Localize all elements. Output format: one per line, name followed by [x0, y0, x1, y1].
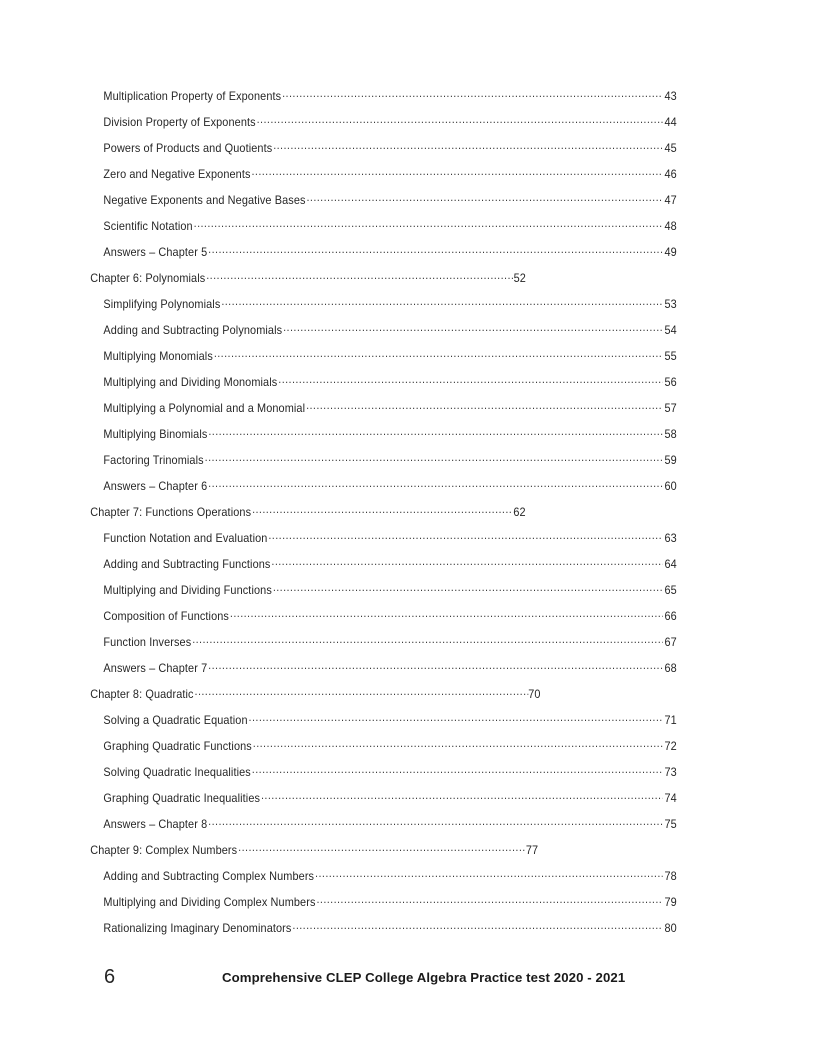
toc-dot-leader — [208, 816, 663, 828]
toc-entry-row[interactable] — [0, 426, 767, 452]
toc-entry-row[interactable] — [0, 88, 767, 114]
toc-entry-page-number: 62 — [513, 505, 526, 519]
toc-entry-row[interactable] — [0, 790, 767, 816]
toc-entry-page-number: 54 — [664, 323, 677, 337]
toc-entry-title: Multiplying a Polynomial and a Monomial — [103, 401, 306, 415]
toc-entry-row[interactable] — [0, 374, 767, 400]
toc-entry-page-number: 57 — [664, 401, 677, 415]
toc-entry-title: Answers – Chapter 7 — [103, 661, 208, 675]
toc-chapter-row[interactable] — [0, 686, 767, 712]
toc-entry-row[interactable] — [0, 764, 767, 790]
toc-entry-page-number: 64 — [664, 557, 677, 571]
toc-entry-page-number: 47 — [664, 193, 677, 207]
toc-entry-title: Multiplying and Dividing Complex Numbers — [103, 895, 316, 909]
toc-entry-title: Answers – Chapter 6 — [103, 479, 208, 493]
toc-entry-page-number: 66 — [664, 609, 677, 623]
toc-dot-leader — [208, 478, 663, 490]
toc-entry-row[interactable] — [0, 452, 767, 478]
toc-entry-page-number: 71 — [664, 713, 677, 727]
toc-dot-leader — [208, 660, 663, 672]
toc-chapter-row[interactable] — [0, 504, 767, 530]
toc-entry-row[interactable] — [0, 738, 767, 764]
toc-entry-row[interactable] — [0, 868, 767, 894]
toc-entry-page-number: 73 — [664, 765, 677, 779]
toc-entry-page-number: 74 — [664, 791, 677, 805]
toc-dot-leader — [195, 686, 529, 698]
toc-entry-page-number: 44 — [664, 115, 677, 129]
toc-dot-leader — [253, 738, 663, 750]
toc-dot-leader — [249, 712, 663, 724]
toc-entry-title: Function Inverses — [103, 635, 192, 649]
toc-entry-row[interactable] — [0, 296, 767, 322]
toc-entry-row[interactable] — [0, 582, 767, 608]
toc-dot-leader — [316, 894, 662, 906]
toc-dot-leader — [292, 920, 662, 932]
toc-entry-title: Multiplying and Dividing Monomials — [103, 375, 278, 389]
toc-entry-title: Function Notation and Evaluation — [103, 531, 268, 545]
toc-entry-page-number: 63 — [664, 531, 677, 545]
toc-dot-leader — [252, 504, 513, 516]
toc-dot-leader — [283, 322, 663, 334]
toc-dot-leader — [206, 270, 513, 282]
toc-entry-page-number: 79 — [664, 895, 677, 909]
toc-entry-title: Solving Quadratic Inequalities — [103, 765, 251, 779]
toc-entry-row[interactable] — [0, 608, 767, 634]
toc-dot-leader — [208, 244, 663, 256]
toc-entry-title: Multiplying and Dividing Functions — [103, 583, 272, 597]
toc-entry-row[interactable] — [0, 920, 767, 946]
toc-chapter-row[interactable] — [0, 842, 767, 868]
toc-entry-row[interactable] — [0, 192, 767, 218]
toc-entry-title: Division Property of Exponents — [103, 115, 256, 129]
toc-entry-page-number: 58 — [664, 427, 677, 441]
toc-entry-page-number: 59 — [664, 453, 677, 467]
toc-entry-page-number: 72 — [664, 739, 677, 753]
toc-dot-leader — [273, 582, 663, 594]
toc-entry-page-number: 75 — [664, 817, 677, 831]
toc-dot-leader — [278, 374, 662, 386]
toc-entry-page-number: 46 — [664, 167, 677, 181]
toc-entry-title: Multiplying Monomials — [103, 349, 213, 363]
toc-entry-row[interactable] — [0, 114, 767, 140]
toc-dot-leader — [221, 296, 662, 308]
toc-entry-title: Chapter 6: Polynomials — [90, 271, 206, 285]
toc-entry-page-number: 68 — [664, 661, 677, 675]
toc-entry-title: Solving a Quadratic Equation — [103, 713, 248, 727]
toc-dot-leader — [251, 166, 662, 178]
toc-dot-leader — [205, 452, 663, 464]
toc-entry-page-number: 78 — [664, 869, 677, 883]
footer-book-title: Comprehensive CLEP College Algebra Practice test 2020 - 2021 — [222, 970, 626, 985]
toc-entry-title: Chapter 8: Quadratic — [90, 687, 194, 701]
toc-entry-title: Negative Exponents and Negative Bases — [103, 193, 306, 207]
toc-entry-title: Rationalizing Imaginary Denominators — [103, 921, 292, 935]
toc-entry-row[interactable] — [0, 478, 767, 504]
toc-entry-title: Answers – Chapter 8 — [103, 817, 208, 831]
toc-entry-title: Adding and Subtracting Functions — [103, 557, 271, 571]
toc-entry-row[interactable] — [0, 712, 767, 738]
toc-entry-page-number: 56 — [664, 375, 677, 389]
toc-entry-row[interactable] — [0, 348, 767, 374]
toc-entry-page-number: 48 — [664, 219, 677, 233]
toc-entry-row[interactable] — [0, 894, 767, 920]
toc-chapter-row[interactable] — [0, 270, 767, 296]
toc-dot-leader — [282, 88, 663, 100]
toc-dot-leader — [273, 140, 662, 152]
toc-entry-page-number: 55 — [664, 349, 677, 363]
toc-entry-title: Multiplying Binomials — [103, 427, 208, 441]
toc-dot-leader — [208, 426, 662, 438]
toc-dot-leader — [271, 556, 662, 568]
toc-entry-title: Adding and Subtracting Complex Numbers — [103, 869, 315, 883]
toc-dot-leader — [230, 608, 663, 620]
toc-entry-title: Multiplication Property of Exponents — [103, 89, 282, 103]
toc-entry-row[interactable] — [0, 244, 767, 270]
toc-entry-page-number: 77 — [525, 843, 539, 857]
toc-entry-row[interactable] — [0, 556, 767, 582]
toc-entry-title: Simplifying Polynomials — [103, 297, 221, 311]
toc-entry-title: Powers of Products and Quotients — [103, 141, 273, 155]
toc-entry-row[interactable] — [0, 322, 767, 348]
toc-entry-page-number: 43 — [664, 89, 677, 103]
toc-dot-leader — [192, 634, 662, 646]
toc-dot-leader — [315, 868, 663, 880]
page-footer — [0, 963, 816, 1003]
toc-dot-leader — [194, 218, 663, 230]
toc-entry-row[interactable] — [0, 530, 767, 556]
toc-dot-leader — [261, 790, 663, 802]
toc-entry-page-number: 49 — [664, 245, 677, 259]
toc-entry-row[interactable] — [0, 816, 767, 842]
toc-entry-page-number: 53 — [664, 297, 677, 311]
toc-entry-title: Factoring Trinomials — [103, 453, 204, 467]
toc-entry-title: Scientific Notation — [103, 219, 193, 233]
toc-entry-title: Adding and Subtracting Polynomials — [103, 323, 283, 337]
toc-entry-title: Chapter 9: Complex Numbers — [90, 843, 238, 857]
toc-entry-page-number: 65 — [664, 583, 677, 597]
toc-dot-leader — [268, 530, 662, 542]
toc-entry-title: Chapter 7: Functions Operations — [90, 505, 252, 519]
toc-dot-leader — [257, 114, 663, 126]
toc-entry-row[interactable] — [0, 218, 767, 244]
toc-entry-row[interactable] — [0, 140, 767, 166]
toc-entry-page-number: 80 — [664, 921, 677, 935]
toc-entry-page-number: 67 — [664, 635, 677, 649]
toc-dot-leader — [306, 400, 663, 412]
toc-entry-page-number: 70 — [528, 687, 541, 701]
toc-entry-row[interactable] — [0, 166, 767, 192]
toc-dot-leader — [214, 348, 663, 360]
toc-entry-page-number: 45 — [664, 141, 677, 155]
toc-entry-page-number: 60 — [664, 479, 677, 493]
toc-entry-page-number: 52 — [513, 271, 526, 285]
toc-entry-row[interactable] — [0, 400, 767, 426]
toc-dot-leader — [252, 764, 663, 776]
footer-page-number: 6 — [104, 966, 116, 988]
toc-entry-title: Answers – Chapter 5 — [103, 245, 208, 259]
toc-dot-leader — [306, 192, 662, 204]
toc-entry-row[interactable] — [0, 660, 767, 686]
table-of-contents — [0, 88, 816, 946]
toc-entry-title: Zero and Negative Exponents — [103, 167, 251, 181]
toc-entry-row[interactable] — [0, 634, 767, 660]
toc-entry-title: Graphing Quadratic Inequalities — [103, 791, 261, 805]
toc-entry-title: Composition of Functions — [103, 609, 229, 623]
toc-dot-leader — [238, 842, 526, 854]
toc-entry-title: Graphing Quadratic Functions — [103, 739, 252, 753]
